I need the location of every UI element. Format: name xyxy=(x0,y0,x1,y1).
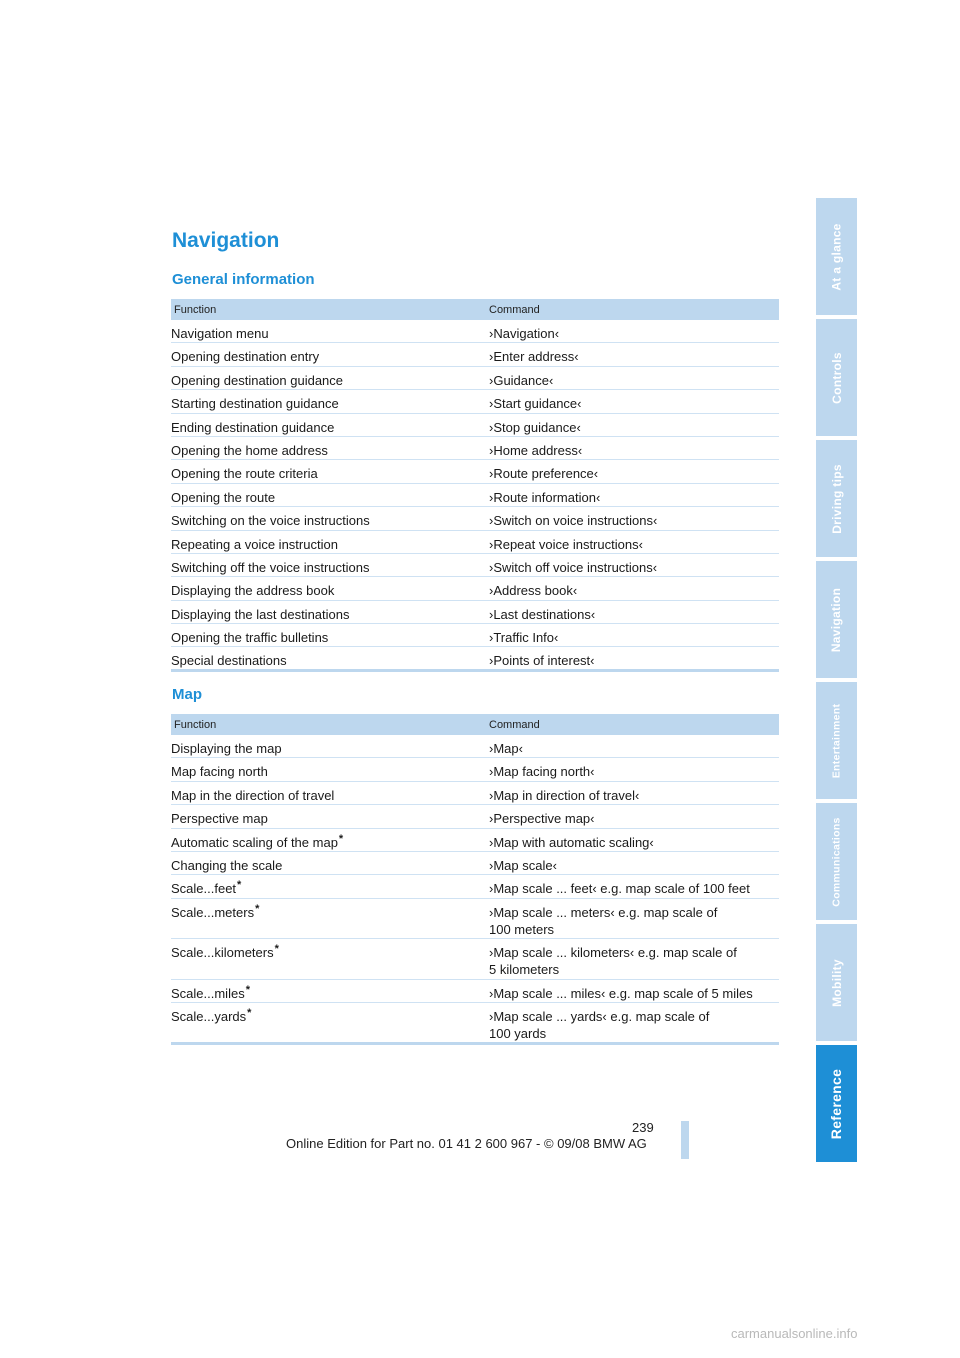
table-row xyxy=(171,782,779,805)
table-row xyxy=(171,758,779,781)
table-row xyxy=(171,624,779,647)
chapter-tab[interactable] xyxy=(816,440,857,557)
chapter-tab[interactable] xyxy=(816,924,857,1041)
table-row xyxy=(171,460,779,483)
command-cell xyxy=(489,857,779,874)
table-row xyxy=(171,390,779,413)
table-row xyxy=(171,343,779,366)
command-cell: ›Stop guidance‹ xyxy=(489,419,581,435)
function-cell: Starting destination guidance xyxy=(171,396,339,412)
table-row xyxy=(171,320,779,343)
general-commands-table xyxy=(171,299,779,672)
command-cell xyxy=(489,810,779,827)
command-line: ›Map in direction of travel‹ xyxy=(489,787,640,803)
command-cell: ›Switch on voice instructions‹ xyxy=(489,513,658,529)
function-cell: Opening the route criteria xyxy=(171,466,318,482)
function-cell xyxy=(171,787,489,804)
function-cell: Opening destination guidance xyxy=(171,372,344,388)
table-row xyxy=(171,735,779,758)
table-row xyxy=(171,1003,779,1045)
chapter-tab[interactable] xyxy=(816,682,857,799)
function-text: Scale...yards xyxy=(171,1009,247,1025)
function-cell xyxy=(171,985,489,1002)
command-cell xyxy=(489,763,779,780)
table-row xyxy=(171,437,779,460)
function-text: Automatic scaling of the map xyxy=(171,834,338,850)
chapter-tab-label: Entertainment xyxy=(830,703,843,778)
command-cell xyxy=(489,740,779,757)
command-line: ›Map scale ... meters‹ e.g. map scale of xyxy=(489,904,718,920)
command-cell xyxy=(489,880,779,897)
function-cell: Opening the home address xyxy=(171,442,328,458)
table-row xyxy=(171,554,779,577)
chapter-tab-label: Reference xyxy=(828,1068,845,1139)
function-cell: Opening the route xyxy=(171,489,276,505)
asterisk-mark: * xyxy=(247,1007,252,1020)
table-row xyxy=(171,531,779,554)
table-row xyxy=(171,414,779,437)
function-cell xyxy=(171,810,489,827)
table-row xyxy=(171,367,779,390)
table-row xyxy=(171,875,779,898)
command-cell xyxy=(489,904,779,939)
table-row xyxy=(171,939,779,980)
command-line: ›Map facing north‹ xyxy=(489,764,595,780)
function-text: Scale...kilometers xyxy=(171,945,274,961)
function-cell: Repeating a voice instruction xyxy=(171,536,338,552)
table-row xyxy=(171,647,779,672)
command-line: ›Perspective map‹ xyxy=(489,811,595,827)
section-heading-general: General information xyxy=(172,271,315,288)
section-heading-map: Map xyxy=(172,686,202,703)
command-cell xyxy=(489,834,779,851)
function-text: Scale...miles xyxy=(171,985,245,1001)
table-row xyxy=(171,507,779,530)
function-text: Changing the scale xyxy=(171,857,283,873)
command-line: ›Map‹ xyxy=(489,741,523,756)
function-cell: Opening destination entry xyxy=(171,349,320,365)
command-cell: ›Route information‹ xyxy=(489,489,601,505)
function-cell: Ending destination guidance xyxy=(171,419,335,435)
function-cell: Displaying the last destinations xyxy=(171,606,350,622)
table-row xyxy=(171,601,779,624)
command-cell: ›Navigation‹ xyxy=(489,326,560,341)
chapter-tab[interactable] xyxy=(816,319,857,436)
function-text: Perspective map xyxy=(171,811,268,827)
chapter-tab-label: At a glance xyxy=(829,222,844,291)
command-cell: ›Switch off voice instructions‹ xyxy=(489,559,658,575)
function-cell xyxy=(171,1008,489,1042)
command-line: 100 meters xyxy=(489,921,555,937)
table-row xyxy=(171,484,779,507)
col-command-header: Command xyxy=(489,303,540,316)
col-function-header: Function xyxy=(174,718,217,731)
chapter-tab-label: Communications xyxy=(830,816,843,907)
command-cell: ›Home address‹ xyxy=(489,442,583,458)
command-cell: ›Enter address‹ xyxy=(489,349,579,365)
watermark: carmanualsonline.info xyxy=(731,1326,858,1341)
function-text: Displaying the map xyxy=(171,741,282,756)
command-cell xyxy=(489,1008,779,1042)
command-cell: ›Start guidance‹ xyxy=(489,396,582,412)
function-cell: Special destinations xyxy=(171,653,287,669)
function-cell: Navigation menu xyxy=(171,326,269,341)
function-cell xyxy=(171,944,489,979)
chapter-tab[interactable] xyxy=(816,561,857,678)
asterisk-mark: * xyxy=(245,983,250,996)
table-row xyxy=(171,577,779,600)
command-cell: ›Repeat voice instructions‹ xyxy=(489,536,643,552)
asterisk-mark: * xyxy=(255,902,260,915)
page-title: Navigation xyxy=(172,229,280,252)
asterisk-mark: * xyxy=(274,943,279,956)
command-cell: ›Points of interest‹ xyxy=(489,653,595,669)
command-line: ›Map scale‹ xyxy=(489,857,557,873)
command-cell xyxy=(489,944,779,979)
function-cell xyxy=(171,904,489,939)
command-line: ›Map scale ... yards‹ e.g. map scale of xyxy=(489,1009,710,1025)
chapter-tab[interactable] xyxy=(816,803,857,920)
function-cell: Opening the traffic bulletins xyxy=(171,630,329,646)
function-text: Scale...feet xyxy=(171,881,237,897)
col-command-header: Command xyxy=(489,718,540,731)
footer-edition-text: Online Edition for Part no. 01 41 2 600 967 - © 09/08 BMW AG xyxy=(286,1136,647,1151)
command-line: ›Map scale ... kilometers‹ e.g. map scale of xyxy=(489,945,737,961)
table-row xyxy=(171,899,779,940)
command-cell: ›Traffic Info‹ xyxy=(489,630,559,646)
function-cell: Switching off the voice instructions xyxy=(171,559,370,575)
command-line: 5 kilometers xyxy=(489,962,560,978)
map-commands-table xyxy=(171,714,779,1045)
table-row xyxy=(171,852,779,875)
chapter-tab-label: Controls xyxy=(829,351,844,404)
command-cell xyxy=(489,787,779,804)
table-header xyxy=(171,299,779,320)
function-cell: Switching on the voice instructions xyxy=(171,513,370,529)
table-body xyxy=(171,320,779,672)
chapter-tab-label: Driving tips xyxy=(829,463,844,534)
function-cell xyxy=(171,880,489,897)
command-cell xyxy=(489,985,779,1002)
command-line: ›Map scale ... miles‹ e.g. map scale of 5 miles xyxy=(489,985,753,1001)
table-body xyxy=(171,735,779,1045)
function-cell: Displaying the address book xyxy=(171,583,335,599)
function-text: Map in the direction of travel xyxy=(171,787,335,803)
command-cell: ›Last destinations‹ xyxy=(489,606,596,622)
asterisk-mark: * xyxy=(338,832,344,845)
chapter-tab-label: Navigation xyxy=(829,587,844,652)
table-header xyxy=(171,714,779,735)
table-row xyxy=(171,829,779,852)
command-line: ›Map scale ... feet‹ e.g. map scale of 100 feet xyxy=(489,881,750,897)
command-cell: ›Address book‹ xyxy=(489,583,578,599)
command-cell: ›Guidance‹ xyxy=(489,372,554,388)
function-cell xyxy=(171,857,489,874)
chapter-tab[interactable] xyxy=(816,198,857,315)
function-cell xyxy=(171,834,489,851)
command-line: 100 yards xyxy=(489,1026,547,1042)
asterisk-mark: * xyxy=(237,879,242,892)
command-line: ›Map with automatic scaling‹ xyxy=(489,834,654,850)
function-text: Scale...meters xyxy=(171,904,255,920)
command-cell: ›Route preference‹ xyxy=(489,466,599,482)
function-cell xyxy=(171,763,489,780)
chapter-tabs xyxy=(816,198,857,1166)
page-number: 239 xyxy=(632,1120,654,1135)
chapter-tab[interactable] xyxy=(816,1045,857,1162)
footer-bar xyxy=(681,1121,689,1159)
table-row xyxy=(171,980,779,1003)
function-text: Map facing north xyxy=(171,764,268,780)
function-cell xyxy=(171,740,489,757)
chapter-tab-label: Mobility xyxy=(829,958,844,1007)
table-row xyxy=(171,805,779,828)
col-function-header: Function xyxy=(174,303,217,316)
